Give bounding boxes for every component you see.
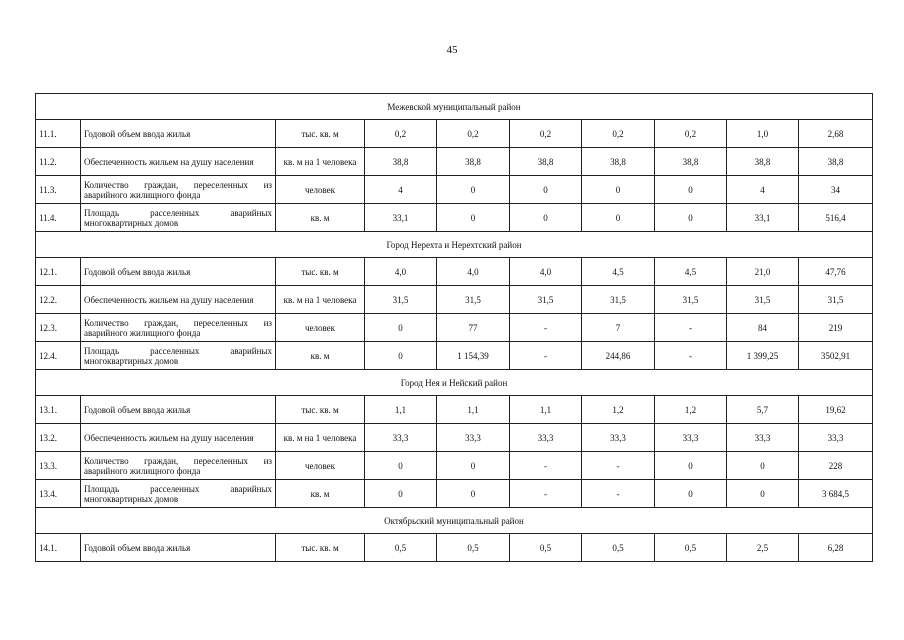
value-cell: 33,3 [582,424,655,452]
value-cell: 0 [655,176,727,204]
row-number: 11.1. [36,120,81,148]
indicator-name: Годовой объем ввода жилья [81,534,276,562]
value-cell: 219 [799,314,873,342]
section-header-row [36,508,873,534]
table-row [36,534,873,562]
value-cell: 4,5 [582,258,655,286]
value-cell: 228 [799,452,873,480]
value-cell: 0,5 [510,534,582,562]
value-cell: 0 [510,176,582,204]
unit-cell: кв. м [276,342,365,370]
value-cell: - [510,452,582,480]
value-cell: 38,8 [365,148,437,176]
value-cell: 33,3 [510,424,582,452]
value-cell: 3 684,5 [799,480,873,508]
row-number: 11.2. [36,148,81,176]
value-cell: 4,0 [510,258,582,286]
value-cell: - [510,314,582,342]
value-cell: 2,68 [799,120,873,148]
row-number: 14.1. [36,534,81,562]
value-cell: 4 [727,176,799,204]
row-number: 12.3. [36,314,81,342]
value-cell: 0 [655,204,727,232]
unit-cell: тыс. кв. м [276,534,365,562]
value-cell: 33,3 [799,424,873,452]
value-cell: 4,0 [365,258,437,286]
value-cell: 0 [655,452,727,480]
value-cell: 38,8 [510,148,582,176]
value-cell: - [655,342,727,370]
unit-cell: кв. м на 1 человека [276,148,365,176]
value-cell: 34 [799,176,873,204]
value-cell: 38,8 [799,148,873,176]
row-number: 12.2. [36,286,81,314]
value-cell: 31,5 [365,286,437,314]
indicator-name: Количество граждан, переселенных из аварийного жилищного фонда [81,176,276,204]
value-cell: 0 [727,480,799,508]
value-cell: 31,5 [510,286,582,314]
value-cell: 4,0 [437,258,510,286]
value-cell: 0 [437,204,510,232]
value-cell: 38,8 [727,148,799,176]
value-cell: 1 154,39 [437,342,510,370]
value-cell: 1,2 [655,396,727,424]
value-cell: 0 [365,314,437,342]
value-cell: 38,8 [655,148,727,176]
row-number: 12.4. [36,342,81,370]
value-cell: 31,5 [799,286,873,314]
section-title: Город Нерехта и Нерехтский район [36,232,873,258]
section-title: Межевской муниципальный район [36,94,873,120]
value-cell: 33,3 [727,424,799,452]
value-cell: 0,2 [437,120,510,148]
section-header-row [36,232,873,258]
value-cell: 77 [437,314,510,342]
indicator-name: Годовой объем ввода жилья [81,258,276,286]
indicator-name: Годовой объем ввода жилья [81,120,276,148]
unit-cell: человек [276,176,365,204]
table-row [36,120,873,148]
indicator-name: Площадь расселенных аварийных многоквартирных домов [81,480,276,508]
value-cell: 1,1 [510,396,582,424]
value-cell: 0,5 [582,534,655,562]
value-cell: 31,5 [582,286,655,314]
section-title: Октябрьский муниципальный район [36,508,873,534]
value-cell: 31,5 [655,286,727,314]
unit-cell: тыс. кв. м [276,258,365,286]
value-cell: 0,2 [365,120,437,148]
value-cell: 21,0 [727,258,799,286]
value-cell: 6,28 [799,534,873,562]
value-cell: - [510,342,582,370]
value-cell: 84 [727,314,799,342]
value-cell: 7 [582,314,655,342]
indicator-name: Обеспеченность жильем на душу населения [81,286,276,314]
value-cell: 516,4 [799,204,873,232]
unit-cell: человек [276,452,365,480]
unit-cell: кв. м [276,480,365,508]
value-cell: - [655,314,727,342]
value-cell: 0 [437,480,510,508]
page-number: 45 [446,44,458,56]
unit-cell: тыс. кв. м [276,396,365,424]
row-number: 13.4. [36,480,81,508]
row-number: 11.4. [36,204,81,232]
table-row [36,286,873,314]
value-cell: 4,5 [655,258,727,286]
unit-cell: кв. м на 1 человека [276,424,365,452]
value-cell: 33,3 [655,424,727,452]
value-cell: 0 [655,480,727,508]
value-cell: 38,8 [437,148,510,176]
row-number: 11.3. [36,176,81,204]
value-cell: 5,7 [727,396,799,424]
unit-cell: человек [276,314,365,342]
indicator-name: Количество граждан, переселенных из аварийного жилищного фонда [81,314,276,342]
row-number: 13.1. [36,396,81,424]
section-header-row [36,370,873,396]
value-cell: 31,5 [727,286,799,314]
value-cell: 0,5 [655,534,727,562]
value-cell: 0,2 [655,120,727,148]
table-row [36,258,873,286]
row-number: 13.3. [36,452,81,480]
value-cell: - [582,480,655,508]
value-cell: 0 [365,452,437,480]
value-cell: 19,62 [799,396,873,424]
indicator-name: Обеспеченность жильем на душу населения [81,424,276,452]
value-cell: 0,2 [582,120,655,148]
value-cell: 33,1 [727,204,799,232]
section-title: Город Нея и Нейский район [36,370,873,396]
value-cell: 1 399,25 [727,342,799,370]
table-row [36,176,873,204]
value-cell: - [582,452,655,480]
value-cell: 38,8 [582,148,655,176]
unit-cell: кв. м на 1 человека [276,286,365,314]
table-row [36,342,873,370]
value-cell: 1,1 [437,396,510,424]
value-cell: 0 [727,452,799,480]
value-cell: 0 [510,204,582,232]
table-row [36,452,873,480]
value-cell: 33,3 [365,424,437,452]
table-row [36,314,873,342]
unit-cell: кв. м [276,204,365,232]
housing-indicators-table [35,93,873,562]
value-cell: 33,3 [437,424,510,452]
indicator-name: Площадь расселенных аварийных многоквартирных домов [81,204,276,232]
indicator-name: Площадь расселенных аварийных многоквартирных домов [81,342,276,370]
value-cell: 0,2 [510,120,582,148]
table-row [36,396,873,424]
row-number: 12.1. [36,258,81,286]
value-cell: 0 [365,342,437,370]
table-row [36,204,873,232]
value-cell: - [510,480,582,508]
value-cell: 0 [437,452,510,480]
value-cell: 0 [582,176,655,204]
value-cell: 0 [437,176,510,204]
value-cell: 0 [582,204,655,232]
row-number: 13.2. [36,424,81,452]
value-cell: 0 [365,480,437,508]
value-cell: 244,86 [582,342,655,370]
indicator-name: Количество граждан, переселенных из аварийного жилищного фонда [81,452,276,480]
value-cell: 3502,91 [799,342,873,370]
table-row [36,424,873,452]
value-cell: 4 [365,176,437,204]
value-cell: 0,5 [437,534,510,562]
value-cell: 31,5 [437,286,510,314]
table-row [36,148,873,176]
value-cell: 1,0 [727,120,799,148]
indicator-name: Обеспеченность жильем на душу населения [81,148,276,176]
value-cell: 33,1 [365,204,437,232]
value-cell: 1,1 [365,396,437,424]
value-cell: 1,2 [582,396,655,424]
table-row [36,480,873,508]
indicator-name: Годовой объем ввода жилья [81,396,276,424]
value-cell: 2,5 [727,534,799,562]
unit-cell: тыс. кв. м [276,120,365,148]
value-cell: 47,76 [799,258,873,286]
section-header-row [36,94,873,120]
value-cell: 0,5 [365,534,437,562]
